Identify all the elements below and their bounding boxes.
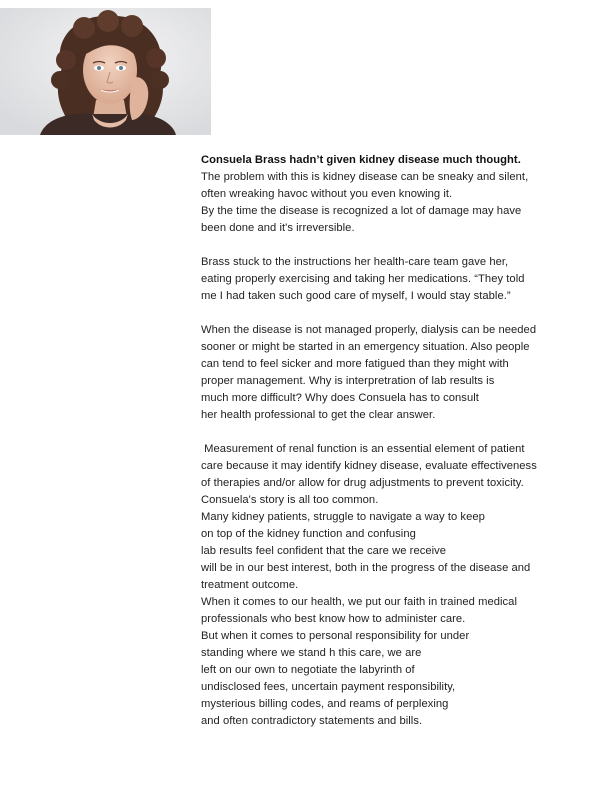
text-line: much more difficult? Why does Consuela has to consult: [201, 392, 479, 404]
text-line: When the disease is not managed properly, dialysis can be needed: [201, 324, 537, 336]
text-line: Many kidney patients, struggle to navigate a way to keep: [201, 511, 485, 523]
paragraph-1: [201, 169, 593, 237]
paragraph-gap: [201, 424, 593, 441]
paragraph-3: [201, 322, 593, 424]
text-line: Consuela's story is all too common.: [201, 494, 379, 506]
text-line: will be in our best interest, both in the progress of the disease and: [201, 562, 531, 574]
text-line: mysterious billing codes, and reams of perplexing: [201, 698, 449, 710]
text-line: been done and it's irreversible.: [201, 222, 355, 234]
text-line: left on our own to negotiate the labyrinth of: [201, 664, 415, 676]
text-line: often wreaking havoc without you even knowing it.: [201, 188, 453, 200]
text-line: sooner or might be started in an emergency situation. Also people: [201, 341, 530, 353]
text-line: me I had taken such good care of myself, I would stay stable.”: [201, 290, 511, 302]
text-line: care because it may identify kidney disease, evaluate effectiveness: [201, 460, 537, 472]
text-line: treatment outcome.: [201, 579, 299, 591]
text-line: her health professional to get the clear answer.: [201, 409, 436, 421]
paragraph-gap: [201, 305, 593, 322]
text-line: lab results feel confident that the care we receive: [201, 545, 447, 557]
text-line: of therapies and/or allow for drug adjustments to prevent toxicity.: [201, 477, 524, 489]
article-body: [201, 152, 593, 730]
text-line: When it comes to our health, we put our faith in trained medical: [201, 596, 517, 608]
paragraph-4: [201, 441, 593, 730]
text-line: on top of the kidney function and confusing: [201, 528, 416, 540]
text-line: Brass stuck to the instructions her health-care team gave her,: [201, 256, 509, 268]
text-line: But when it comes to personal responsibility for under: [201, 630, 470, 642]
paragraph-gap: [201, 237, 593, 254]
text-line: eating properly exercising and taking her medications. “They told: [201, 273, 525, 285]
portrait-illustration: [0, 8, 211, 135]
portrait-photo: [0, 8, 211, 135]
text-line: proper management. Why is interpretration of lab results is: [201, 375, 495, 387]
text-line: Measurement of renal function is an essential element of patient: [201, 443, 525, 455]
text-line: standing where we stand h this care, we are: [201, 647, 422, 659]
paragraph-2: [201, 254, 593, 305]
text-line: and often contradictory statements and bills.: [201, 715, 423, 727]
text-line: By the time the disease is recognized a lot of damage may have: [201, 205, 522, 217]
text-line: can tend to feel sicker and more fatigued than they might with: [201, 358, 509, 370]
text-line: undisclosed fees, uncertain payment responsibility,: [201, 681, 456, 693]
text-line: professionals who best know how to administer care.: [201, 613, 466, 625]
article-heading: Consuela Brass hadn’t given kidney disease much thought.: [201, 154, 521, 166]
text-line: The problem with this is kidney disease can be sneaky and silent,: [201, 171, 529, 183]
